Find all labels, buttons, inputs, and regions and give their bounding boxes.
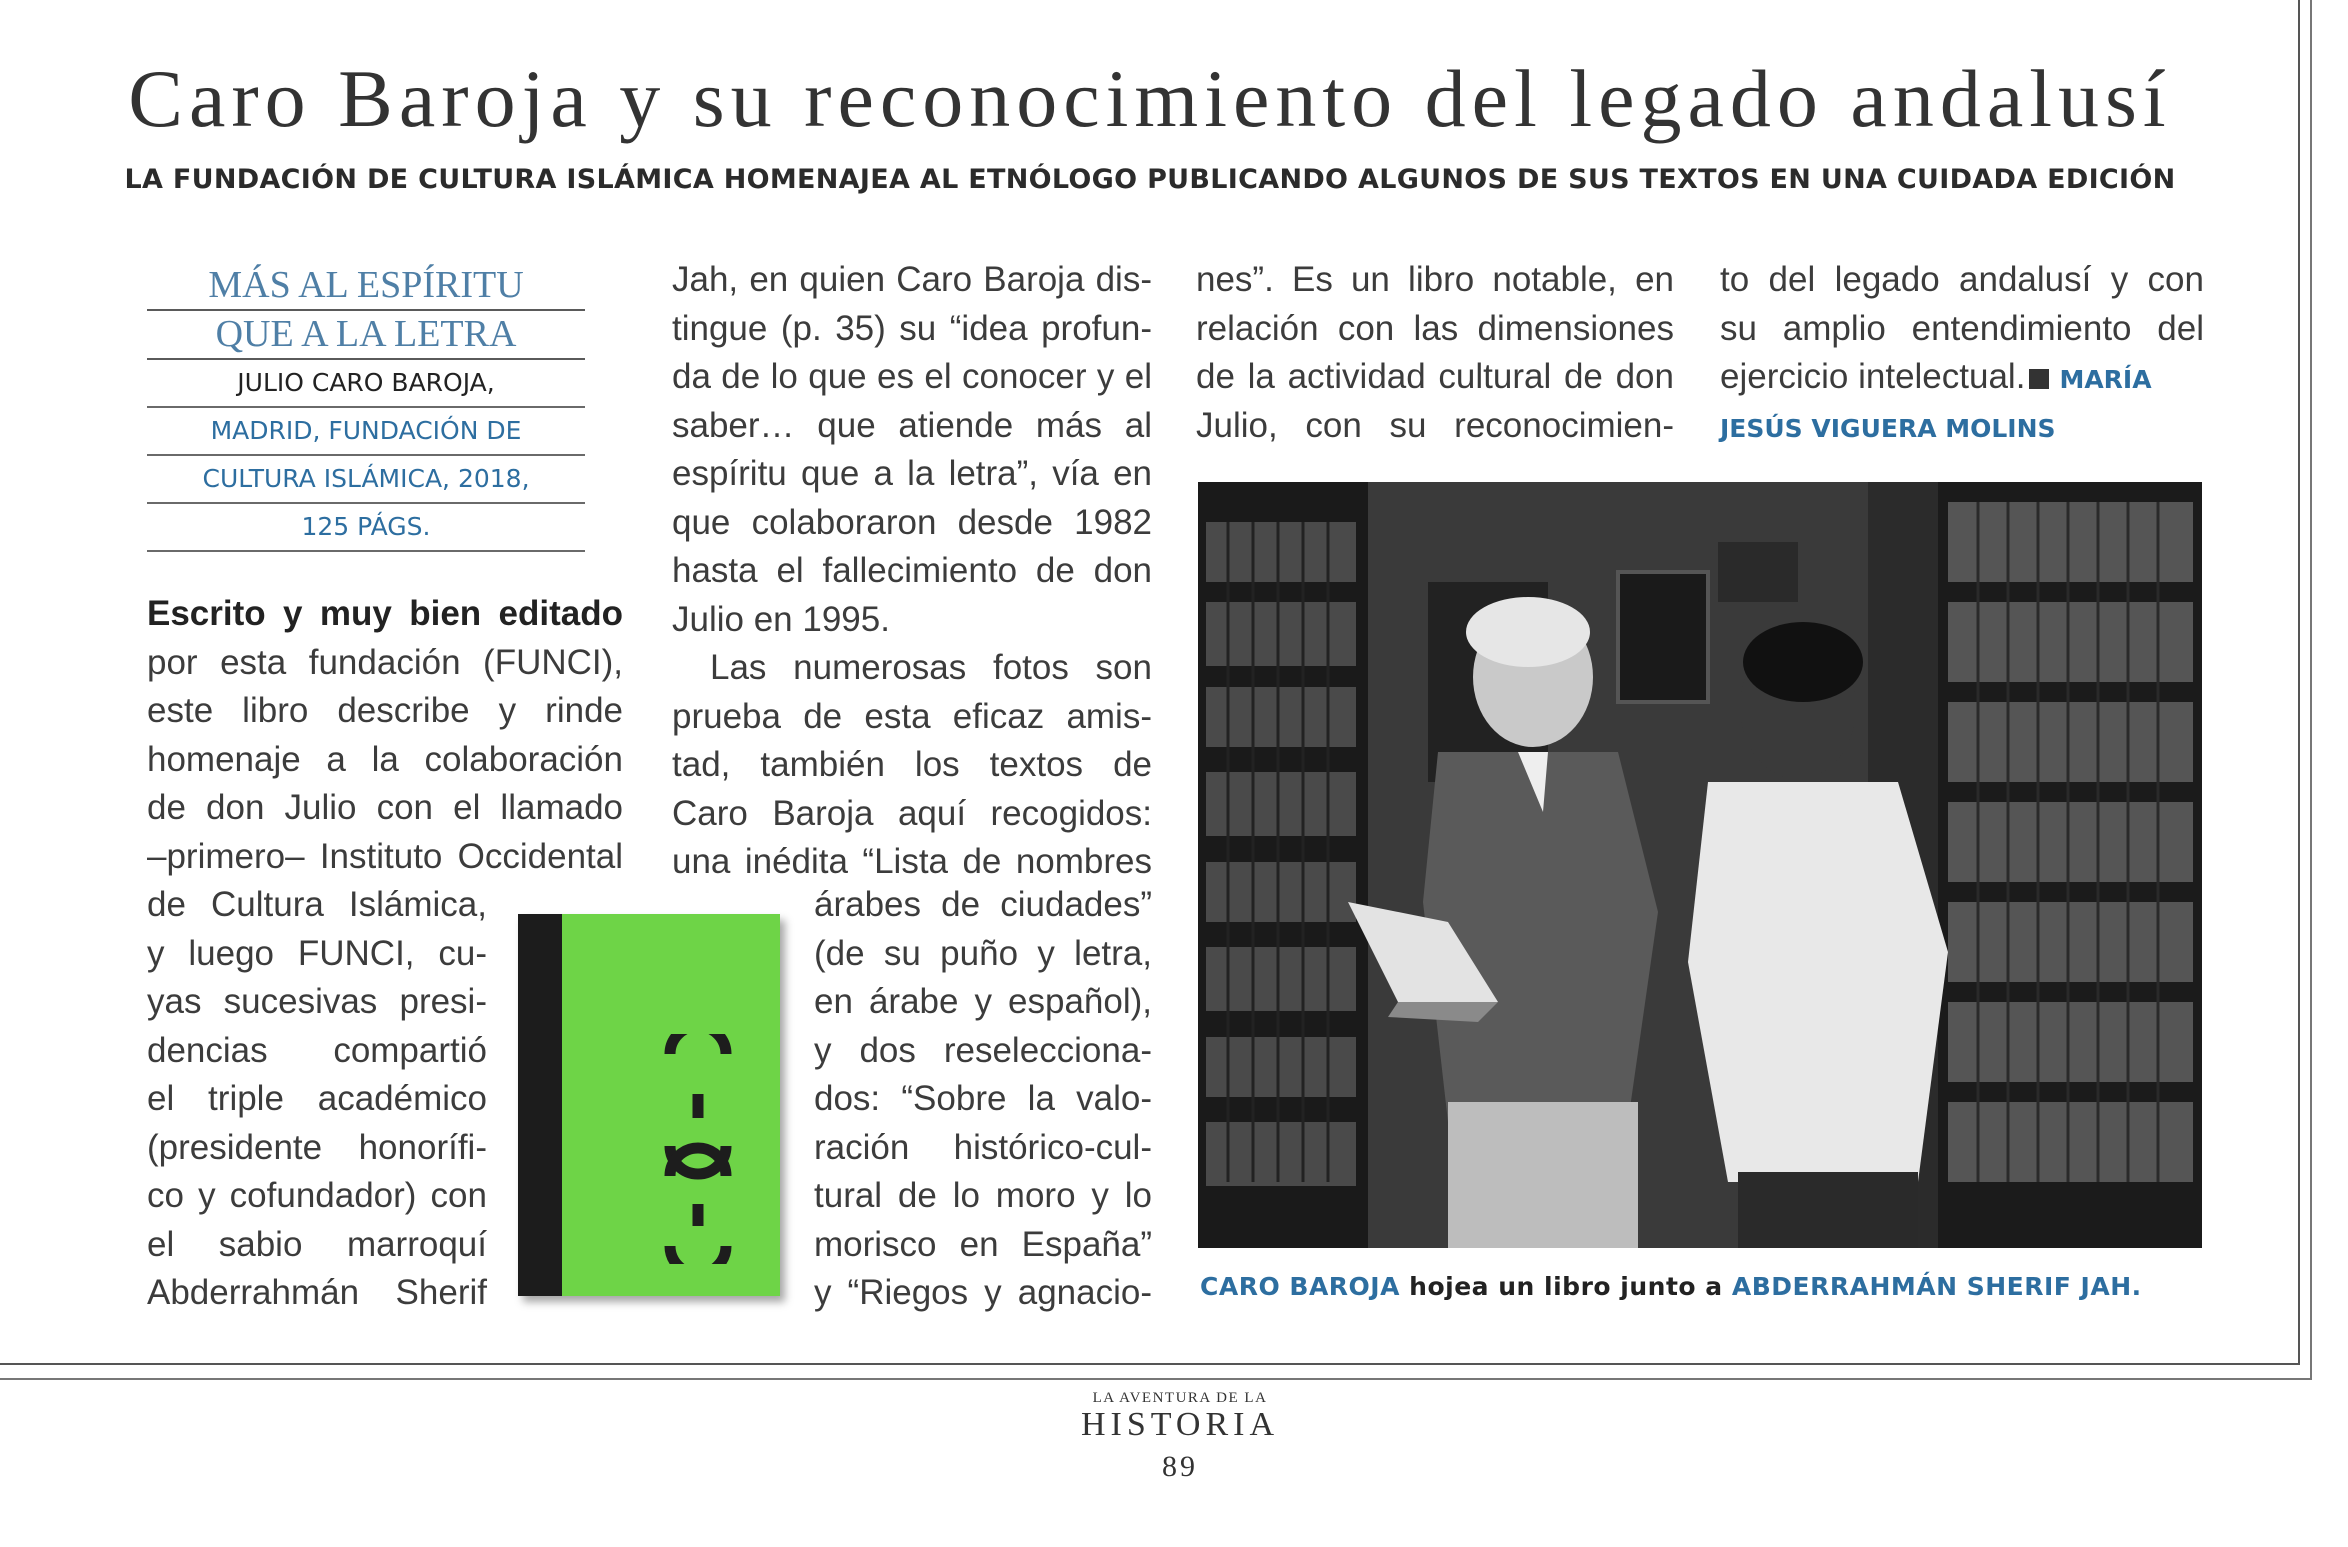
subheadline: LA FUNDACIÓN DE CULTURA ISLÁMICA HOMENAJEA AL ETNÓLOGO PUBLICANDO ALGUNOS DE SUS TEXTOS EN UNA CUIDADA EDICIÓN xyxy=(124,164,2176,195)
article-column-2-wrap xyxy=(814,881,1152,1318)
author-signature-part1: MARÍA xyxy=(2059,365,2152,394)
book-publisher-line1: MADRID, FUNDACIÓN DE xyxy=(147,408,585,456)
book-author: JULIO CARO BAROJA, xyxy=(147,360,585,408)
book-cover-spine xyxy=(518,914,562,1296)
text-line: to del legado andalusí y con xyxy=(1720,260,2204,299)
text-line: saber… que atiende más al xyxy=(672,405,1152,445)
article-column-1-wrap xyxy=(147,881,487,1318)
text-line: prueba de esta eficaz amis- xyxy=(672,696,1152,736)
author-signature-part2: JESÚS VIGUERA MOLINS xyxy=(1720,413,2056,443)
text-line: (de su puño y letra, xyxy=(814,933,1152,973)
text-line: árabes de ciudades” xyxy=(814,885,1152,924)
text-line: relación con las dimensiones xyxy=(1196,308,1674,348)
text-line: en árabe y español), xyxy=(814,982,1152,1021)
photo-caption xyxy=(1200,1272,2142,1301)
paragraph-start-line: Las numerosas fotos son xyxy=(710,648,1152,687)
historical-photo xyxy=(1198,482,2202,1248)
text-line: y “Riegos y agnacio- xyxy=(814,1273,1152,1312)
text-line: morisco en España” xyxy=(814,1224,1152,1264)
text-line: Julio, con su reconocimien- xyxy=(1196,405,1674,445)
text-line: y dos reselecciona- xyxy=(814,1030,1152,1070)
text-line: el sabio marroquí xyxy=(147,1224,487,1264)
text-line: yas sucesivas presi- xyxy=(147,982,487,1021)
text-line: dencias compartió xyxy=(147,1030,487,1070)
text-line: por esta fundación (FUNCI), xyxy=(147,642,623,682)
text-line: hasta el fallecimiento de don xyxy=(672,551,1152,590)
text-line: da de lo que es el conocer y el xyxy=(672,357,1152,396)
text-line: homenaje a la colaboración xyxy=(147,739,623,779)
book-title-line1: MÁS AL ESPÍRITU xyxy=(147,262,585,311)
text-line: este libro describe y rinde xyxy=(147,691,623,730)
text-line: nes”. Es un libro notable, en xyxy=(1196,260,1674,299)
article-column-2 xyxy=(672,256,1152,887)
caption-name-2: ABDERRAHMÁN SHERIF JAH. xyxy=(1731,1272,2142,1301)
article-column-1 xyxy=(147,590,623,881)
text-line: de la actividad cultural de don xyxy=(1196,357,1674,396)
text-segment: ejercicio intelectual. xyxy=(1720,357,2026,396)
text-line: su amplio entendimiento del xyxy=(1720,308,2204,348)
photo-scene-icon xyxy=(1198,482,2202,1248)
text-line: Julio en 1995. xyxy=(672,599,890,639)
book-info-box xyxy=(147,262,585,552)
caption-name-1: CARO BAROJA xyxy=(1200,1272,1400,1301)
funci-logo-icon xyxy=(658,1034,738,1264)
book-publisher-line2: CULTURA ISLÁMICA, 2018, xyxy=(147,456,585,504)
end-mark-icon xyxy=(2029,369,2049,389)
text-line: Abderrahmán Sherif xyxy=(147,1273,487,1312)
text-line: que colaboraron desde 1982 xyxy=(672,502,1152,542)
text-line: una inédita “Lista de nombres xyxy=(672,842,1152,881)
book-cover-image xyxy=(518,914,780,1296)
lead-text: Escrito y muy bien editado xyxy=(147,594,623,633)
text-line: ración histórico-cul- xyxy=(814,1127,1152,1167)
text-line: de Cultura Islámica, xyxy=(147,885,487,924)
text-line: Caro Baroja aquí recogidos: xyxy=(672,793,1152,833)
text-line: dos: “Sobre la valo- xyxy=(814,1079,1152,1118)
text-line: (presidente honorífi- xyxy=(147,1127,487,1167)
headline: Caro Baroja y su reconocimiento del legado andalusí xyxy=(128,53,2172,144)
article-column-4 xyxy=(1720,256,2204,453)
text-line: co y cofundador) con xyxy=(147,1176,487,1215)
page-number: 89 xyxy=(1162,1450,1198,1483)
text-line: Jah, en quien Caro Baroja dis- xyxy=(672,260,1152,299)
text-line: tural de lo moro y lo xyxy=(814,1176,1152,1215)
text-line: tingue (p. 35) su “idea profun- xyxy=(672,308,1152,348)
text-line: el triple académico xyxy=(147,1079,487,1118)
text-line: de don Julio con el llamado xyxy=(147,788,623,827)
text-line xyxy=(1720,353,2204,405)
magazine-name-top: LA AVENTURA DE LA xyxy=(1092,1390,1268,1406)
book-title-line2: QUE A LA LETRA xyxy=(147,311,585,360)
text-line: espíritu que a la letra”, vía en xyxy=(672,454,1152,493)
lead-line xyxy=(147,590,623,639)
magazine-name: HISTORIA xyxy=(1080,1406,1280,1443)
caption-middle: hojea un libro junto a xyxy=(1399,1272,1732,1301)
text-line: y luego FUNCI, cu- xyxy=(147,933,487,973)
text-line: tad, también los textos de xyxy=(672,745,1152,784)
article-column-3 xyxy=(1196,256,1674,450)
text-line: –primero– Instituto Occidental xyxy=(147,836,623,876)
book-pages: 125 PÁGS. xyxy=(147,504,585,552)
